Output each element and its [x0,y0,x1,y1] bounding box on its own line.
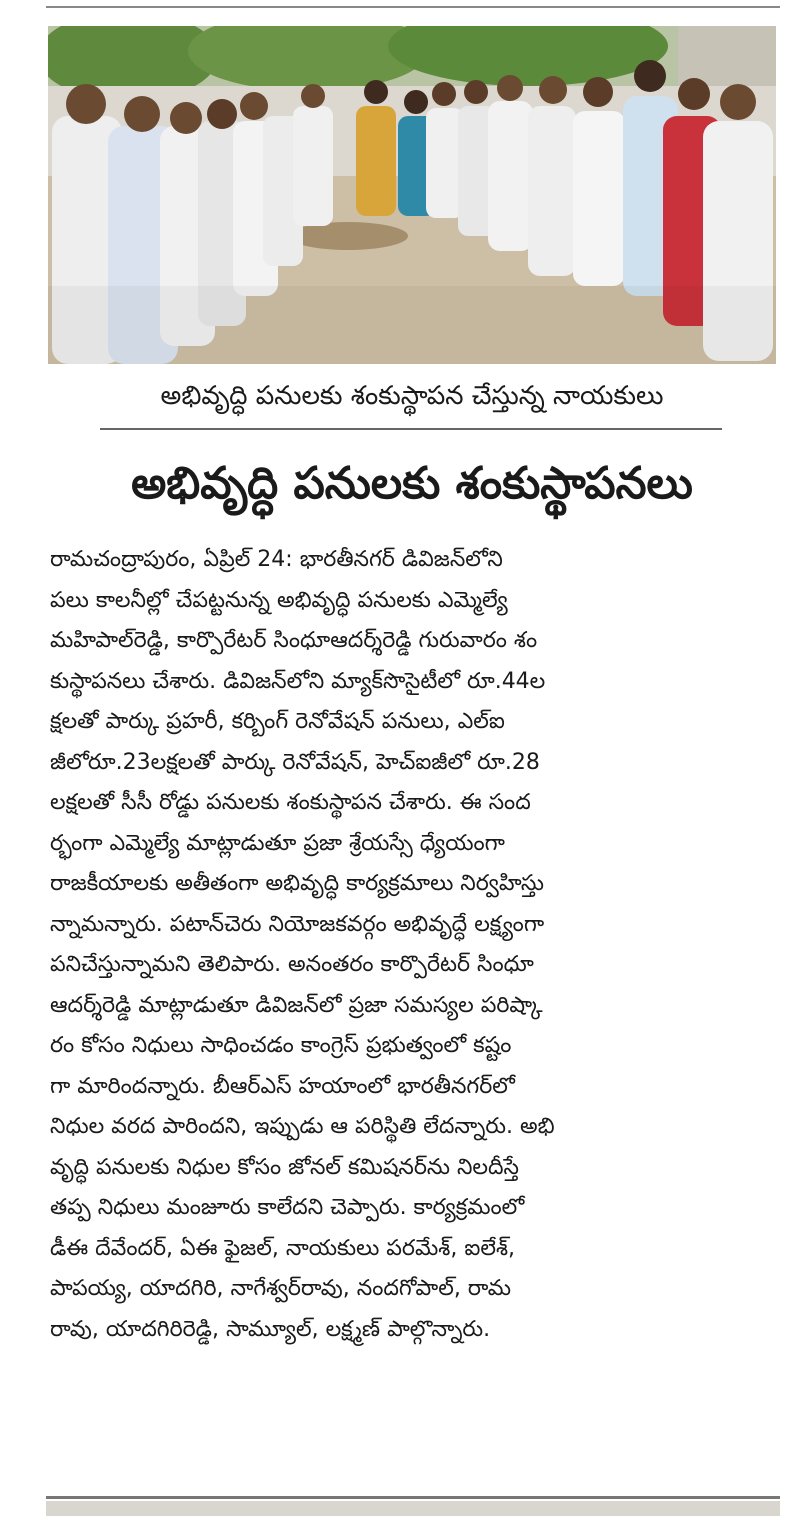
article-body-line: పాపయ్య, యాదగిరి, నాగేశ్వర్‌రావు, నందగోపాల్, రామ [50,1276,512,1301]
article-body-line: ఆదర్శ్‌రెడ్డి మాట్లాడుతూ డివిజన్‌లో ప్రజా సమస్యల పరిష్కా [50,992,543,1018]
article-body-line: డీఈ దేవేందర్, ఏఈ ఫైజల్, నాయకులు పరమేశ్, ఐలేశ్, [50,1235,516,1261]
photo-caption: అభివృద్ధి పనులకు శంకుస్థాపన చేస్తున్న నాయకులు [160,381,664,411]
article-body-line: న్నామన్నారు. పటాన్‌చెరు నియోజకవర్గం అభివృద్ధే లక్ష్యంగా [50,911,545,937]
article-body-line: లక్షలతో సీసీ రోడ్డు పనులకు శంకుస్థాపన చేశారు. ఈ సంద [50,790,531,815]
article-body-line: నిధుల వరద పారిందని, ఇప్పుడు ఆ పరిస్థితి లేదన్నారు. అభి [50,1114,555,1139]
article-body-line: గా మారిందన్నారు. బీఆర్ఎస్ హయాంలో భారతీనగర్‌లో [50,1073,515,1099]
article-body-line: తప్ప నిధులు మంజూరు కాలేదని చెప్పారు. కార్యక్రమంలో [50,1195,525,1220]
next-article-strip [46,1501,780,1516]
article-body-line: పనిచేస్తున్నామని తెలిపారు. అనంతరం కార్పొరేటర్ సింధూ [50,952,534,977]
article-body-line: మహిపాల్‌రెడ్డి, కార్పొరేటర్ సింధూఆదర్శ్‌రెడ్డి గురువారం శం [50,628,538,653]
article-body-line: ర్భంగా ఎమ్మెల్యే మాట్లాడుతూ ప్రజా శ్రేయస్సే ధ్యేయంగా [50,830,505,856]
article-body-line: పలు కాలనీల్లో చేపట్టనున్న అభివృద్ధి పనులకు ఎమ్మెల్యే [50,587,508,613]
bottom-divider [46,1496,780,1499]
article-body [50,540,772,1350]
article-body-line: రావు, యాదగిరిరెడ్డి, సామ్యూల్, లక్ష్మణ్ పాల్గొన్నారు. [50,1316,491,1342]
article-body-line: జీలోరూ.23లక్షలతో పార్కు రెనోవేషన్, హెచ్ఐజీలో రూ.28 [50,749,540,775]
article-body-line: రం కోసం నిధులు సాధించడం కాంగ్రెస్ ప్రభుత్వంలో కష్టం [50,1033,512,1058]
article-body-line: వృద్ధి పనులకు నిధుల కోసం జోనల్ కమిషనర్‌ను నిలదీస్తే [50,1154,519,1180]
article-body-line: రాజకీయాలకు అతీతంగా అభివృద్ధి కార్యక్రమాలు నిర్వహిస్తు [50,871,544,896]
article-body-line: రామచంద్రాపురం, ఏప్రిల్ 24: భారతీనగర్ డివిజన్‌లోని [50,547,503,572]
article-body-line: క్షలతో పార్కు ప్రహరీ, కర్బింగ్ రెనోవేషన్ పనులు, ఎల్ఐ [50,709,505,734]
caption-divider [100,428,722,430]
article-body-line: కుస్థాపనలు చేశారు. డివిజన్‌లోని మ్యాక్‌సొసైటీలో రూ.44ల [50,668,546,694]
headline: అభివృద్ధి పనులకు శంకుస్థాపనలు [131,458,693,509]
top-divider [46,6,780,8]
news-photo [48,26,776,364]
